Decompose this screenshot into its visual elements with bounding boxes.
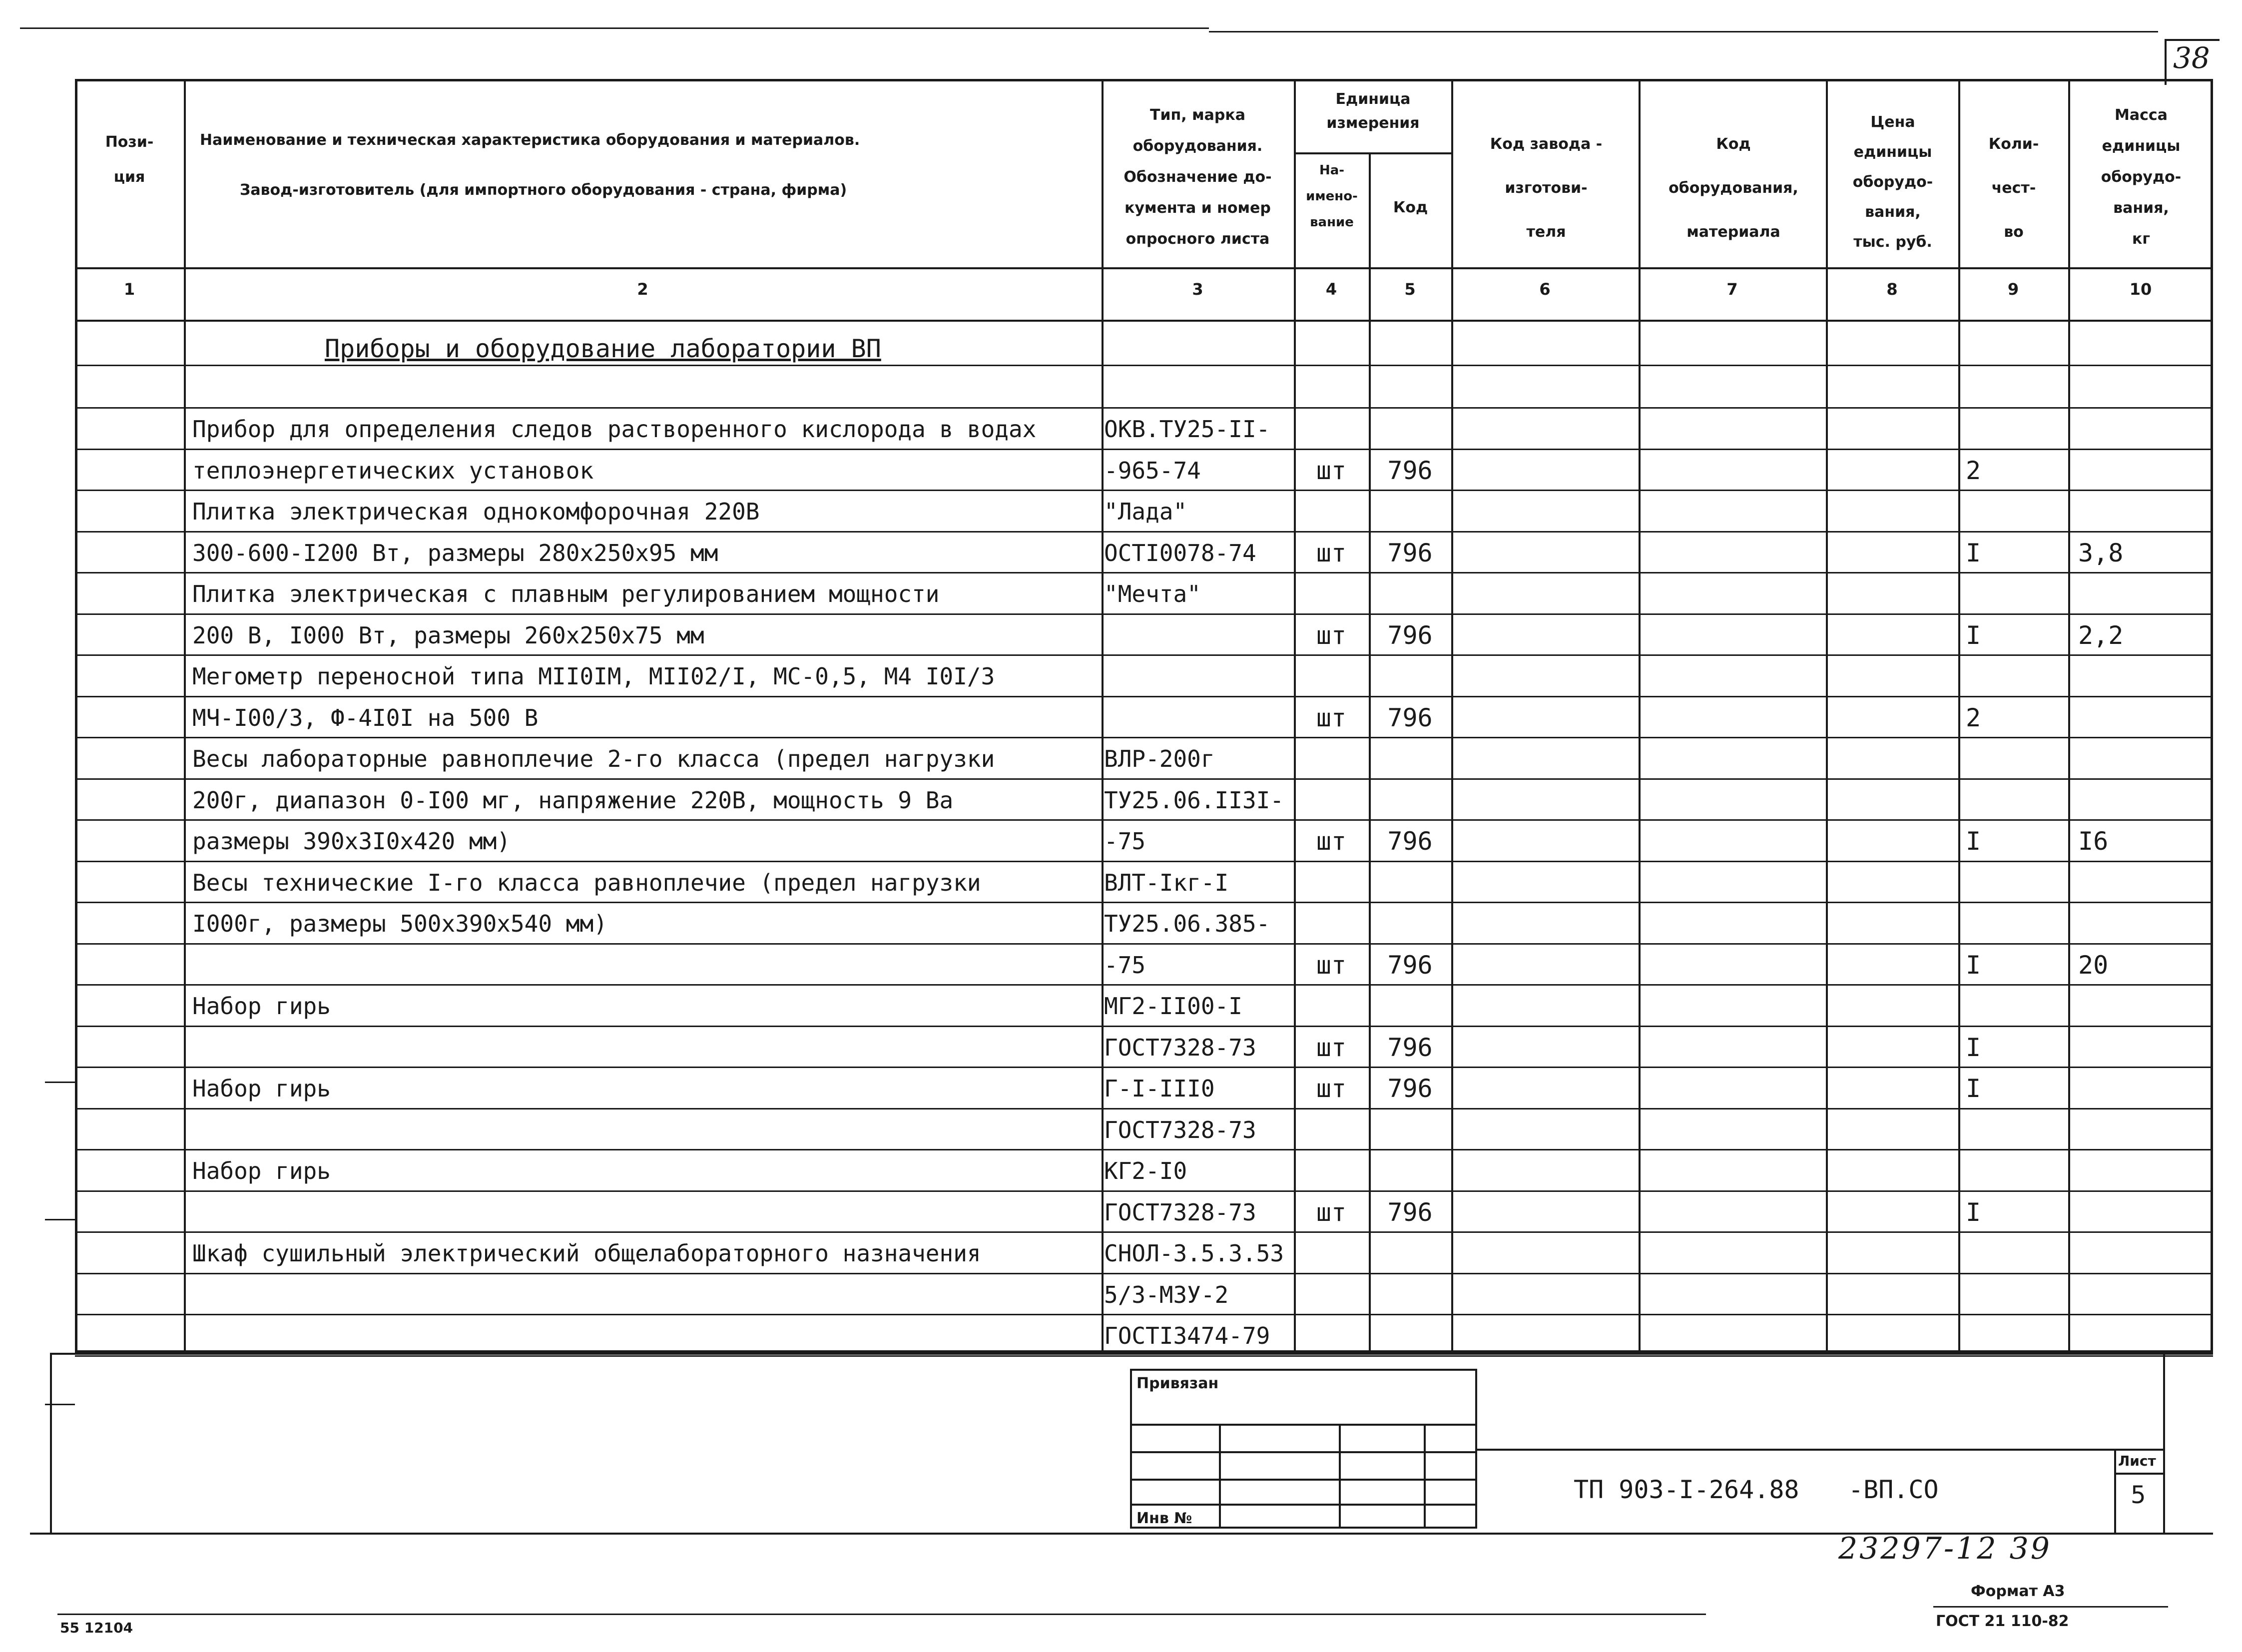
cell-mass: 2,2 bbox=[2078, 620, 2124, 650]
row-divider bbox=[75, 572, 2213, 573]
top-border-line bbox=[20, 27, 1209, 29]
gost-label: ГОСТ 21 110-82 bbox=[1936, 1613, 2069, 1630]
header-bottom-line bbox=[75, 267, 2213, 269]
row-divider bbox=[75, 1108, 2213, 1109]
cell-name: 300-600-I200 Вт, размеры 280х250х95 мм bbox=[192, 539, 718, 566]
cell-qty: I bbox=[1966, 1197, 1981, 1227]
header-col3: Тип, марка оборудования. Обозначение до- кумента и номер опросного листа bbox=[1123, 106, 1272, 248]
cell-type: ГОСТ7328-73 bbox=[1104, 1116, 1256, 1143]
sheet-label: Лист bbox=[2118, 1453, 2156, 1469]
footer-line bbox=[57, 1614, 1706, 1615]
cell-type: Г-I-III0 bbox=[1104, 1075, 1215, 1102]
handwritten-number: 23297-12 39 bbox=[1838, 1531, 2052, 1566]
header-col4: На- имено- вание bbox=[1306, 163, 1358, 230]
col-number-5: 5 bbox=[1404, 280, 1416, 299]
stamp-vline-3 bbox=[1424, 1424, 1426, 1529]
cell-type: КГ2-I0 bbox=[1104, 1157, 1187, 1184]
cell-qty: I bbox=[1966, 950, 1981, 980]
header-col10: Масса единицы оборудо- вания, кг bbox=[2101, 106, 2182, 248]
cell-qty: I bbox=[1966, 1074, 1981, 1103]
corner-box-left bbox=[2165, 39, 2167, 85]
inv-no-label: Инв № bbox=[1136, 1510, 1192, 1527]
format-underline bbox=[1933, 1606, 2168, 1608]
col-number-10: 10 bbox=[2129, 280, 2152, 299]
col-number-2: 2 bbox=[637, 280, 648, 299]
cell-unit: шт bbox=[1316, 620, 1347, 650]
cell-type: ОКВ.ТУ25-II- bbox=[1104, 416, 1270, 443]
cell-unit: шт bbox=[1316, 1033, 1347, 1062]
row-divider bbox=[75, 696, 2213, 697]
cell-code: 796 bbox=[1387, 1197, 1433, 1227]
sheet-box-divider bbox=[2114, 1473, 2163, 1475]
cell-name: 200 В, I000 Вт, размеры 260х250х75 мм bbox=[192, 621, 704, 649]
col-number-1: 1 bbox=[123, 280, 135, 299]
col-number-7: 7 bbox=[1726, 280, 1738, 299]
cell-name: Весы технические I-го класса равноплечие (предел нагрузки bbox=[192, 869, 981, 896]
col-divider-2 bbox=[1102, 79, 1104, 1353]
col-number-8: 8 bbox=[1886, 280, 1898, 299]
header-col9: Коли- чест- во bbox=[1988, 135, 2039, 241]
header-col1: Пози- ция bbox=[105, 133, 154, 186]
row-divider bbox=[75, 1314, 2213, 1315]
row-divider bbox=[75, 902, 2213, 903]
row-divider bbox=[75, 1231, 2213, 1233]
row-divider bbox=[75, 1067, 2213, 1068]
row-divider bbox=[75, 449, 2213, 450]
cell-name: Весы лабораторные равноплечие 2-го класса (предел нагрузки bbox=[192, 745, 995, 772]
cell-type: 5/3-М3У-2 bbox=[1104, 1281, 1229, 1308]
row-divider bbox=[75, 613, 2213, 615]
row-divider bbox=[75, 1190, 2213, 1192]
cell-qty: I bbox=[1966, 827, 1981, 856]
cell-type: ТУ25.06.385- bbox=[1104, 910, 1270, 937]
title-block-top-line bbox=[50, 1353, 2213, 1355]
cell-type: МГ2-II00-I bbox=[1104, 993, 1242, 1020]
cell-mass: 3,8 bbox=[2078, 538, 2124, 567]
row-divider bbox=[75, 1149, 2213, 1150]
column-number-row-line bbox=[75, 320, 2213, 322]
section-title: Приборы и оборудование лаборатории ВП bbox=[325, 334, 881, 363]
cell-type: ГОСТI3474-79 bbox=[1104, 1322, 1270, 1349]
margin-tick-1 bbox=[45, 1082, 75, 1083]
cell-qty: 2 bbox=[1966, 703, 1981, 732]
title-block-left-line bbox=[50, 1353, 52, 1533]
cell-code: 796 bbox=[1387, 950, 1433, 980]
header-col2-line2: Завод-изготовитель (для импортного оборудования - страна, фирма) bbox=[240, 181, 847, 199]
cell-type: ГОСТ7328-73 bbox=[1104, 1034, 1256, 1061]
designation-top-line bbox=[1477, 1449, 2163, 1451]
header-col7: Код оборудования, материала bbox=[1669, 135, 1798, 241]
cell-unit: шт bbox=[1316, 827, 1347, 856]
privyazan-label: Привязан bbox=[1136, 1375, 1219, 1392]
cell-type: -75 bbox=[1104, 951, 1146, 979]
col-number-9: 9 bbox=[2007, 280, 2019, 299]
cell-name: 200г, диапазон 0-I00 мг, напряжение 220В, мощность 9 Ва bbox=[192, 786, 954, 814]
top-border-line-right bbox=[1209, 31, 2158, 32]
stamp-vline-2 bbox=[1339, 1424, 1341, 1529]
cell-code: 796 bbox=[1387, 1074, 1433, 1103]
cell-name: теплоэнергетических установок bbox=[192, 457, 594, 484]
footer-left-code: 55 12104 bbox=[60, 1620, 133, 1636]
doc-code: ТП 903-I-264.88 bbox=[1574, 1475, 1799, 1504]
row-divider bbox=[75, 984, 2213, 986]
cell-qty: I bbox=[1966, 1033, 1981, 1062]
header-col8: Цена единицы оборудо- вания, тыс. руб. bbox=[1852, 113, 1933, 251]
margin-tick-2 bbox=[45, 1219, 75, 1220]
cell-code: 796 bbox=[1387, 827, 1433, 856]
cell-name: Шкаф сушильный электрический общелабораторного назначения bbox=[192, 1240, 981, 1267]
cell-name: Набор гирь bbox=[192, 1157, 331, 1184]
col-number-4: 4 bbox=[1325, 280, 1337, 299]
cell-code: 796 bbox=[1387, 703, 1433, 732]
cell-name: Мегометр переносной типа МII0IМ, МII02/I, МС-0,5, М4 I0I/3 bbox=[192, 663, 995, 690]
cell-type: -75 bbox=[1104, 828, 1146, 855]
cell-unit: шт bbox=[1316, 950, 1347, 980]
header-col6: Код завода - изготови- теля bbox=[1490, 135, 1603, 241]
cell-name: размеры 390х3I0х420 мм) bbox=[192, 828, 511, 855]
row-divider bbox=[75, 1026, 2213, 1027]
cell-unit: шт bbox=[1316, 703, 1347, 732]
sheet-corner-number: 38 bbox=[2173, 41, 2210, 75]
col-divider-9 bbox=[2068, 79, 2070, 1353]
cell-type: ТУ25.06.II3I- bbox=[1104, 786, 1284, 814]
col-divider-6 bbox=[1639, 79, 1641, 1353]
header-col5: Код bbox=[1393, 199, 1428, 216]
row-divider bbox=[75, 778, 2213, 780]
stamp-vline-1 bbox=[1219, 1424, 1221, 1529]
row-divider bbox=[75, 654, 2213, 656]
cell-unit: шт bbox=[1316, 1197, 1347, 1227]
cell-mass: 20 bbox=[2078, 950, 2109, 980]
cell-type: ГОСТ7328-73 bbox=[1104, 1198, 1256, 1226]
cell-type: ОСТI0078-74 bbox=[1104, 539, 1256, 566]
cell-name: Набор гирь bbox=[192, 1075, 331, 1102]
cell-type: ВЛР-200г bbox=[1104, 745, 1215, 772]
row-divider bbox=[75, 490, 2213, 491]
cell-name: Набор гирь bbox=[192, 993, 331, 1020]
cell-qty: I bbox=[1966, 620, 1981, 650]
header-col2-line1: Наименование и техническая характеристика оборудования и материалов. bbox=[200, 131, 860, 149]
cell-type: ВЛТ-Iкг-I bbox=[1104, 869, 1229, 896]
col-divider-3 bbox=[1294, 79, 1296, 1353]
margin-tick-3 bbox=[45, 1404, 75, 1405]
col-divider-4 bbox=[1369, 152, 1371, 1353]
cell-name: МЧ-I00/3, Ф-4I0I на 500 В bbox=[192, 704, 539, 731]
cell-type: -965-74 bbox=[1104, 457, 1201, 484]
cell-qty: 2 bbox=[1966, 456, 1981, 485]
row-divider bbox=[75, 737, 2213, 738]
row-divider bbox=[75, 1355, 2213, 1357]
cell-code: 796 bbox=[1387, 538, 1433, 567]
unit-group-divider bbox=[1294, 152, 1451, 154]
cell-type: "Мечта" bbox=[1104, 580, 1201, 607]
cell-name: I000г, размеры 500х390х540 мм) bbox=[192, 910, 607, 937]
row-divider bbox=[75, 861, 2213, 862]
row-divider bbox=[75, 819, 2213, 821]
doc-suffix: -ВП.СО bbox=[1848, 1475, 1939, 1504]
row-divider bbox=[75, 943, 2213, 945]
cell-type: "Лада" bbox=[1104, 498, 1187, 525]
cell-name: Плитка электрическая с плавным регулированием мощности bbox=[192, 580, 940, 607]
col-number-6: 6 bbox=[1539, 280, 1551, 299]
cell-code: 796 bbox=[1387, 620, 1433, 650]
cell-code: 796 bbox=[1387, 1033, 1433, 1062]
row-line-b bbox=[75, 407, 2213, 409]
cell-name: Прибор для определения следов растворенного кислорода в водах bbox=[192, 416, 1037, 443]
col-number-3: 3 bbox=[1192, 280, 1203, 299]
cell-type: СНОЛ-3.5.3.53 bbox=[1104, 1240, 1284, 1267]
format-label: Формат А3 bbox=[1971, 1583, 2065, 1600]
cell-unit: шт bbox=[1316, 538, 1347, 567]
cell-unit: шт bbox=[1316, 1074, 1347, 1103]
col-divider-7 bbox=[1826, 79, 1828, 1353]
row-divider bbox=[75, 1273, 2213, 1274]
cell-name: Плитка электрическая однокомфорочная 220В bbox=[192, 498, 760, 525]
sheet-number: 5 bbox=[2131, 1481, 2146, 1509]
cell-code: 796 bbox=[1387, 456, 1433, 485]
cell-unit: шт bbox=[1316, 456, 1347, 485]
cell-mass: I6 bbox=[2078, 827, 2109, 856]
col-divider-8 bbox=[1958, 79, 1960, 1353]
cell-qty: I bbox=[1966, 538, 1981, 567]
header-unit-group: Единица измерения bbox=[1326, 90, 1420, 132]
col-divider-1 bbox=[184, 79, 186, 1353]
title-block-right-line bbox=[2163, 1353, 2165, 1533]
row-divider bbox=[75, 531, 2213, 533]
row-line-a bbox=[75, 365, 2213, 366]
col-divider-5 bbox=[1451, 79, 1453, 1353]
